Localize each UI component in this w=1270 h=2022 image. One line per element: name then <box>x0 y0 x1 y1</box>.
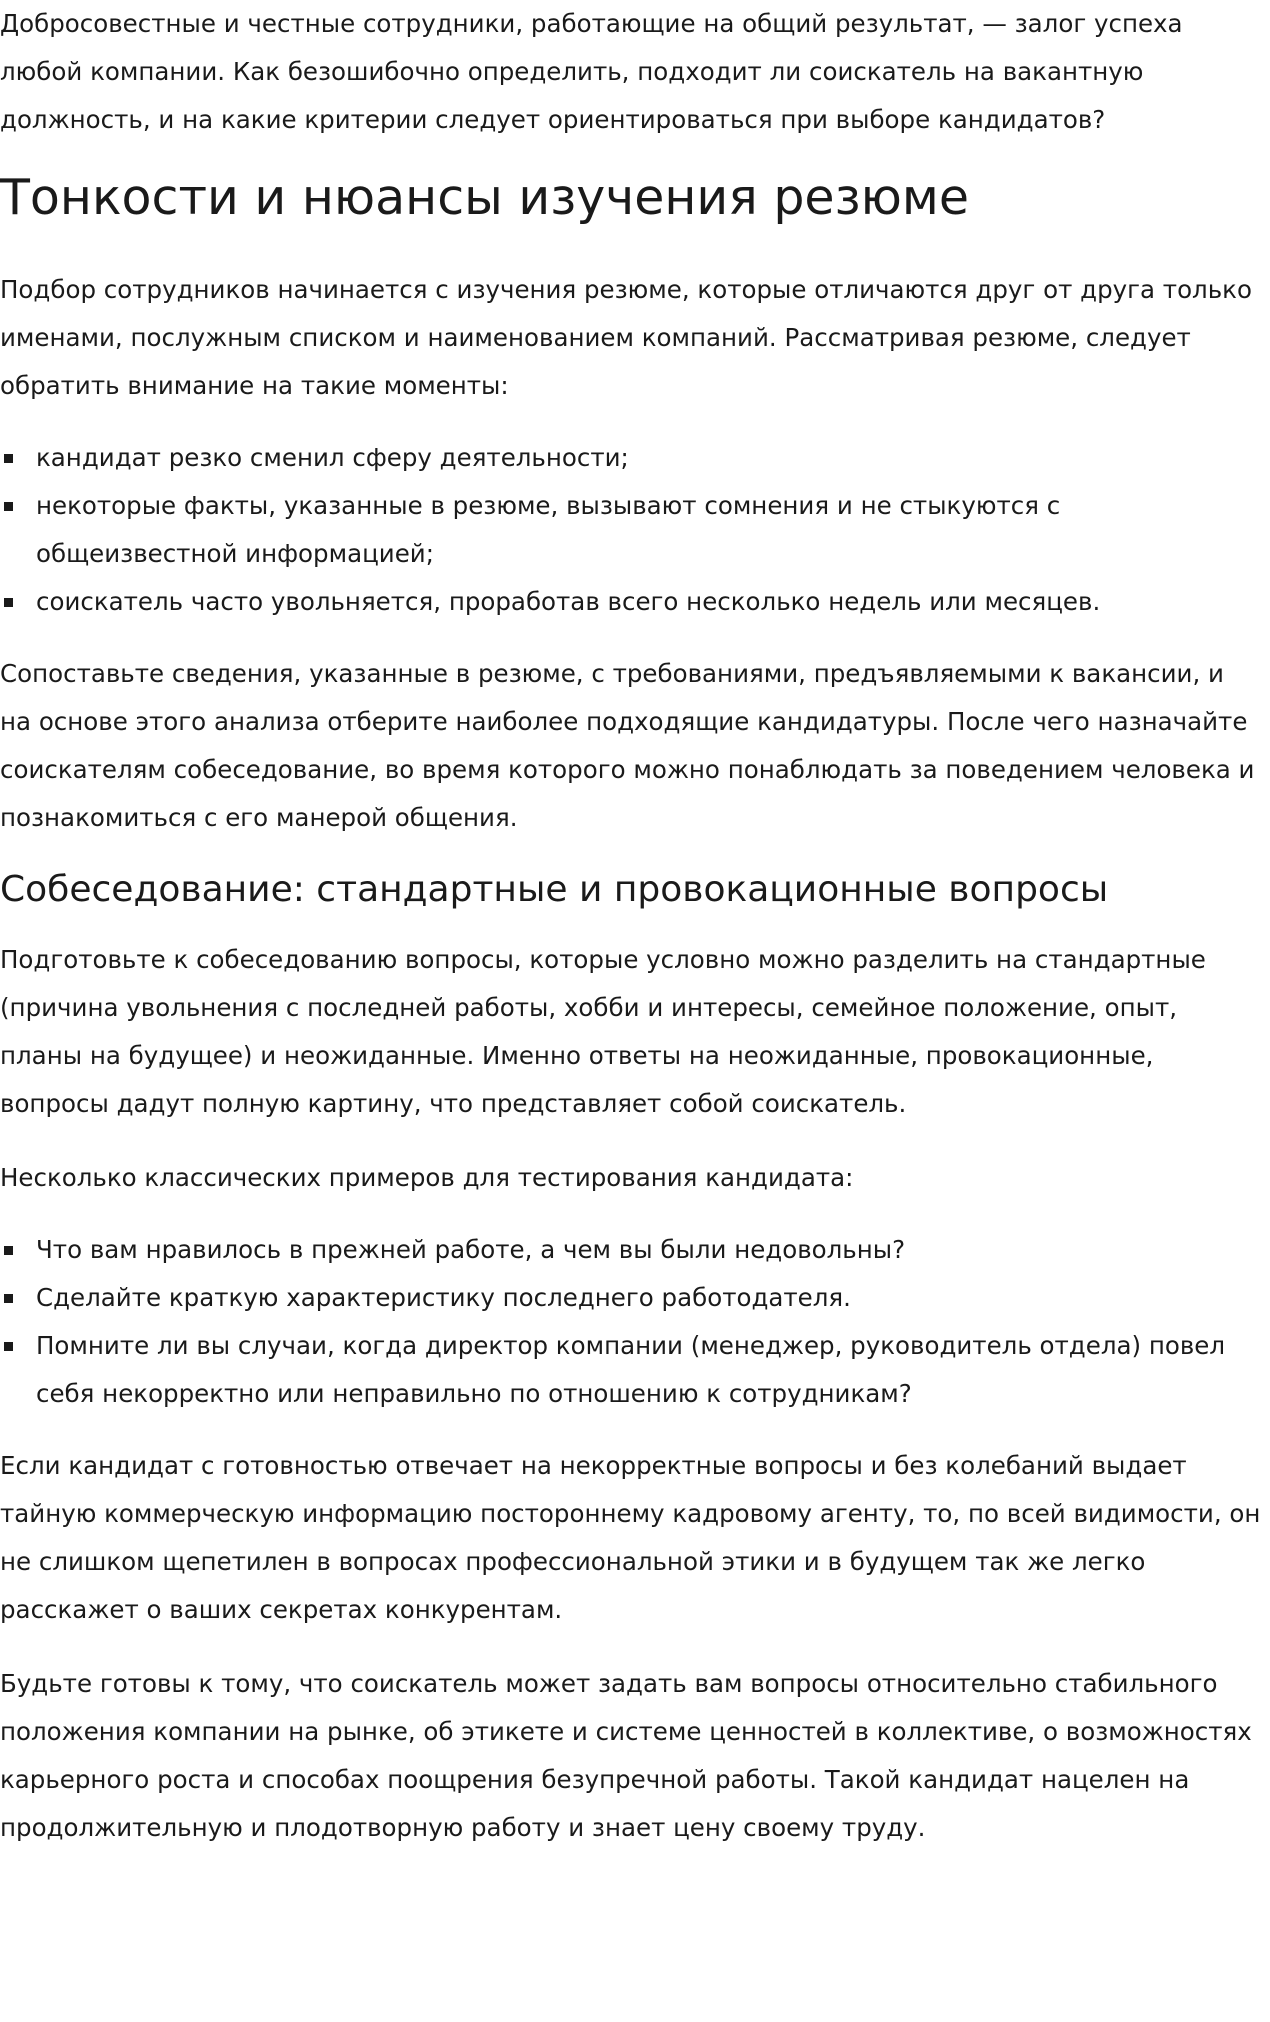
list-item <box>0 482 1262 578</box>
compare-paragraph: Сопоставьте сведения, указанные в резюме, с требованиями, предъявляемыми к вакансии, и на основе этого анализа отберите наиболее подходящие кандидатуры. После чего назначайте соискателям собеседование, во время которого можно понаблюдать за поведением человека и познакомиться с его манерой общения. <box>0 659 1255 832</box>
bullet-square-icon <box>4 1342 13 1351</box>
list-item <box>0 1322 1262 1418</box>
bullet-square-icon <box>4 1246 13 1255</box>
heading-resume: Тонкости и нюансы изучения резюме <box>0 169 969 226</box>
list-item <box>0 434 1262 482</box>
interview-paragraph: Подготовьте к собеседованию вопросы, которые условно можно разделить на стандартные (причина увольнения с последней работы, хобби и интересы, семейное положение, опыт, планы на будущее) и неожиданные. Именно ответы на неожиданные, провокационные, вопросы дадут полную картину, что представляет собой соискатель. <box>0 945 1206 1118</box>
intro-paragraph: Добросовестные и честные сотрудники, работающие на общий результат, — залог успеха любой компании. Как безошибочно определить, подходит ли соискатель на вакантную должность, и на какие критерии следует ориентироваться при выборе кандидатов? <box>0 9 1183 134</box>
resume-paragraph: Подбор сотрудников начинается с изучения резюме, которые отличаются друг от друга только именами, послужным списком и наименованием компаний. Рассматривая резюме, следует обратить внимание на такие моменты: <box>0 275 1252 400</box>
bullet-square-icon <box>4 454 13 463</box>
list-item-text: соискатель часто увольняется, проработав всего несколько недель или месяцев. <box>36 587 1101 616</box>
list-item <box>0 1226 1262 1274</box>
ready-paragraph: Будьте готовы к тому, что соискатель может задать вам вопросы относительно стабильного положения компании на рынке, об этикете и системе ценностей в коллективе, о возможностях карьерного роста и способах поощрения безупречной работы. Такой кандидат нацелен на продолжительную и плодотворную работу и знает цену своему труду. <box>0 1669 1252 1842</box>
list-item-text: некоторые факты, указанные в резюме, вызывают сомнения и не стыкуются с общеизвестной информацией; <box>36 491 1061 568</box>
heading-interview: Собеседование: стандартные и провокационные вопросы <box>0 869 1109 910</box>
list-item-text: кандидат резко сменил сферу деятельности; <box>36 443 629 472</box>
bullet-square-icon <box>4 1294 13 1303</box>
list-item-text: Что вам нравилось в прежней работе, а чем вы были недовольны? <box>36 1235 906 1264</box>
examples-paragraph: Несколько классических примеров для тестирования кандидата: <box>0 1163 854 1192</box>
list-item <box>0 1274 1262 1322</box>
list-item-text: Помните ли вы случаи, когда директор компании (менеджер, руководитель отдела) повел себя некорректно или неправильно по отношению к сотрудникам? <box>36 1331 1226 1408</box>
bullet-square-icon <box>4 502 13 511</box>
example-questions-list <box>0 1226 1262 1418</box>
list-item <box>0 578 1262 626</box>
ethics-paragraph: Если кандидат с готовностью отвечает на некорректные вопросы и без колебаний выдает тайную коммерческую информацию постороннему кадровому агенту, то, по всей видимости, он не слишком щепетилен в вопросах профессиональной этики и в будущем так же легко расскажет о ваших секретах конкурентам. <box>0 1451 1261 1624</box>
resume-points-list <box>0 434 1262 626</box>
bullet-square-icon <box>4 598 13 607</box>
list-item-text: Сделайте краткую характеристику последнего работодателя. <box>36 1283 851 1312</box>
